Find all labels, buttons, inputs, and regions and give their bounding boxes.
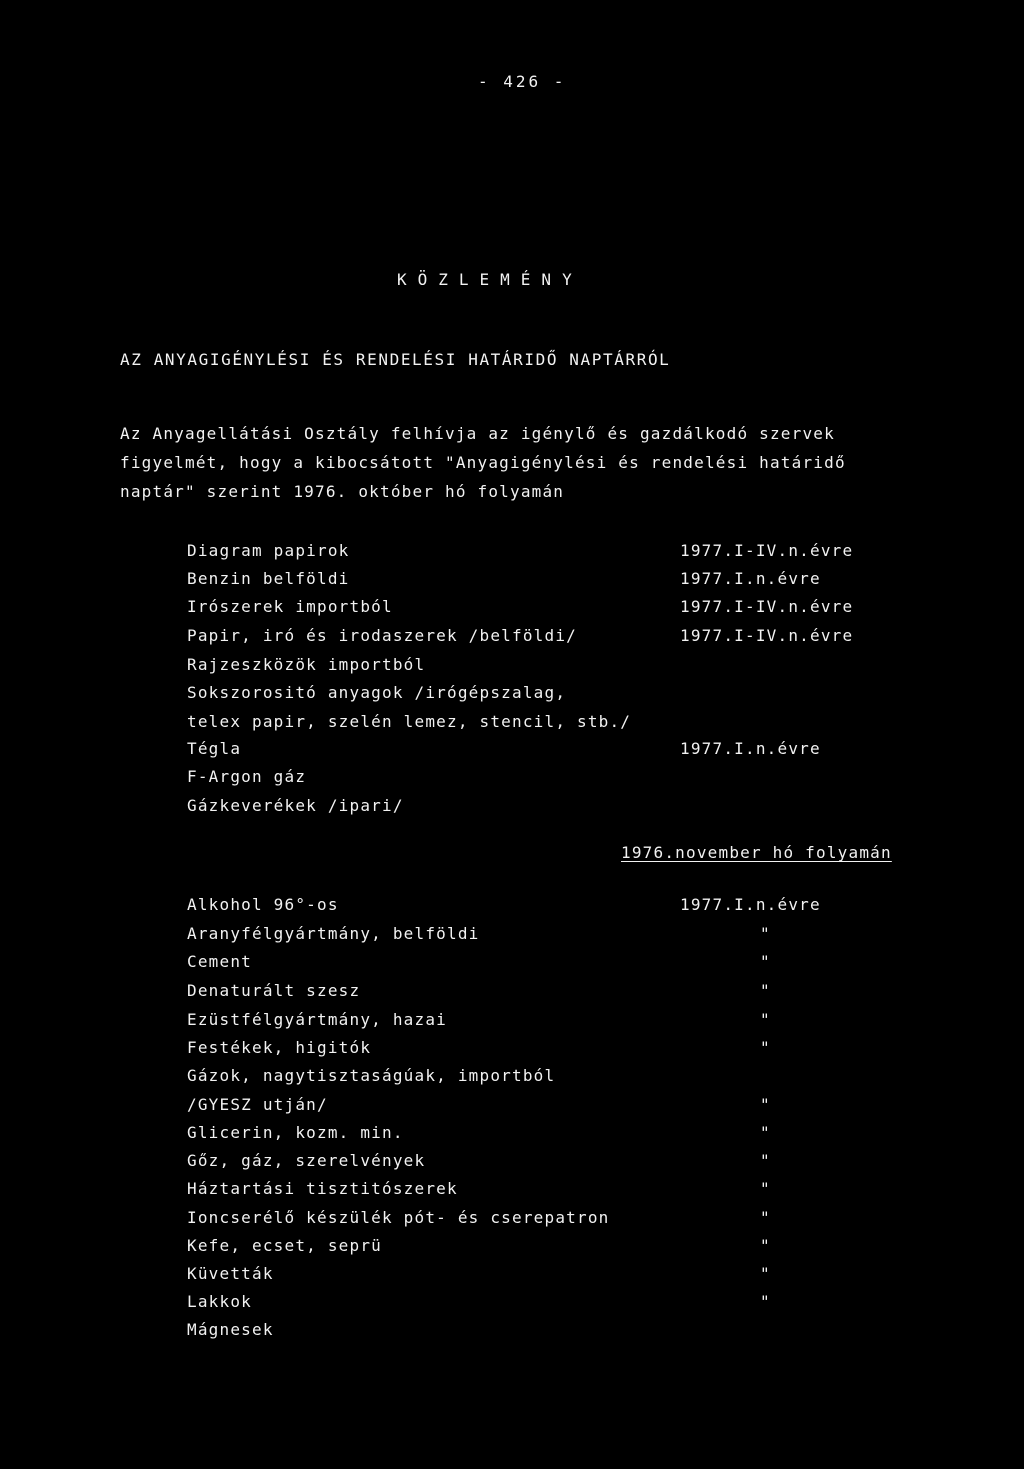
list-item: Cement [187,952,252,971]
list-item: Festékek, higitók [187,1038,372,1057]
list-item: F-Argon gáz [187,767,307,786]
list-item: Benzin belföldi [187,569,350,588]
list-item: Papir, iró és irodaszerek /belföldi/ [187,626,577,645]
page-subtitle: AZ ANYAGIGÉNYLÉSI ÉS RENDELÉSI HATÁRIDŐ NAPTÁRRÓL [120,350,671,369]
list-item: /GYESZ utján/ [187,1095,328,1114]
page-title: KÖZLEMÉNY [397,270,583,289]
list-item-period: 1977.I-IV.n.évre [680,541,854,560]
list-item: Gőz, gáz, szerelvények [187,1151,426,1170]
list-item-period: 1977.I.n.évre [680,895,821,914]
ditto-mark: " [760,1038,771,1057]
list-item: Mágnesek [187,1320,274,1339]
list-item: Irószerek importból [187,597,393,616]
list-item: Lakkok [187,1292,252,1311]
intro-line: naptár" szerint 1976. október hó folyamán [120,482,565,501]
page-number: - 426 - [478,72,567,91]
ditto-mark: " [760,1264,771,1283]
list-item-period: 1977.I-IV.n.évre [680,626,854,645]
intro-line: Az Anyagellátási Osztály felhívja az igénylő és gazdálkodó szervek [120,424,835,443]
list-item: Diagram papirok [187,541,350,560]
ditto-mark: " [760,1236,771,1255]
list-item: Rajzeszközök importból [187,655,426,674]
ditto-mark: " [760,1208,771,1227]
november-heading: 1976.november hó folyamán [621,843,892,862]
list-item-period: 1977.I.n.évre [680,569,821,588]
ditto-mark: " [760,1123,771,1142]
list-item: Sokszorositó anyagok /irógépszalag, [187,683,567,702]
intro-line: figyelmét, hogy a kibocsátott "Anyagigénylési és rendelési határidő [120,453,846,472]
list-item-period: 1977.I.n.évre [680,739,821,758]
ditto-mark: " [760,924,771,943]
ditto-mark: " [760,1010,771,1029]
list-item: Alkohol 96°-os [187,895,339,914]
ditto-mark: " [760,952,771,971]
list-item-period: 1977.I-IV.n.évre [680,597,854,616]
list-item: telex papir, szelén lemez, stencil, stb./ [187,712,632,731]
list-item: Háztartási tisztitószerek [187,1179,458,1198]
list-item: Kefe, ecset, seprü [187,1236,382,1255]
ditto-mark: " [760,1179,771,1198]
ditto-mark: " [760,1292,771,1311]
list-item: Aranyfélgyártmány, belföldi [187,924,480,943]
list-item: Ezüstfélgyártmány, hazai [187,1010,447,1029]
list-item: Glicerin, kozm. min. [187,1123,404,1142]
ditto-mark: " [760,981,771,1000]
list-item: Denaturált szesz [187,981,361,1000]
list-item: Küvetták [187,1264,274,1283]
list-item: Gázok, nagytisztaságúak, importból [187,1066,556,1085]
ditto-mark: " [760,1095,771,1114]
list-item: Ioncserélő készülék pót- és cserepatron [187,1208,610,1227]
ditto-mark: " [760,1151,771,1170]
list-item: Gázkeverékek /ipari/ [187,796,404,815]
list-item: Tégla [187,739,242,758]
